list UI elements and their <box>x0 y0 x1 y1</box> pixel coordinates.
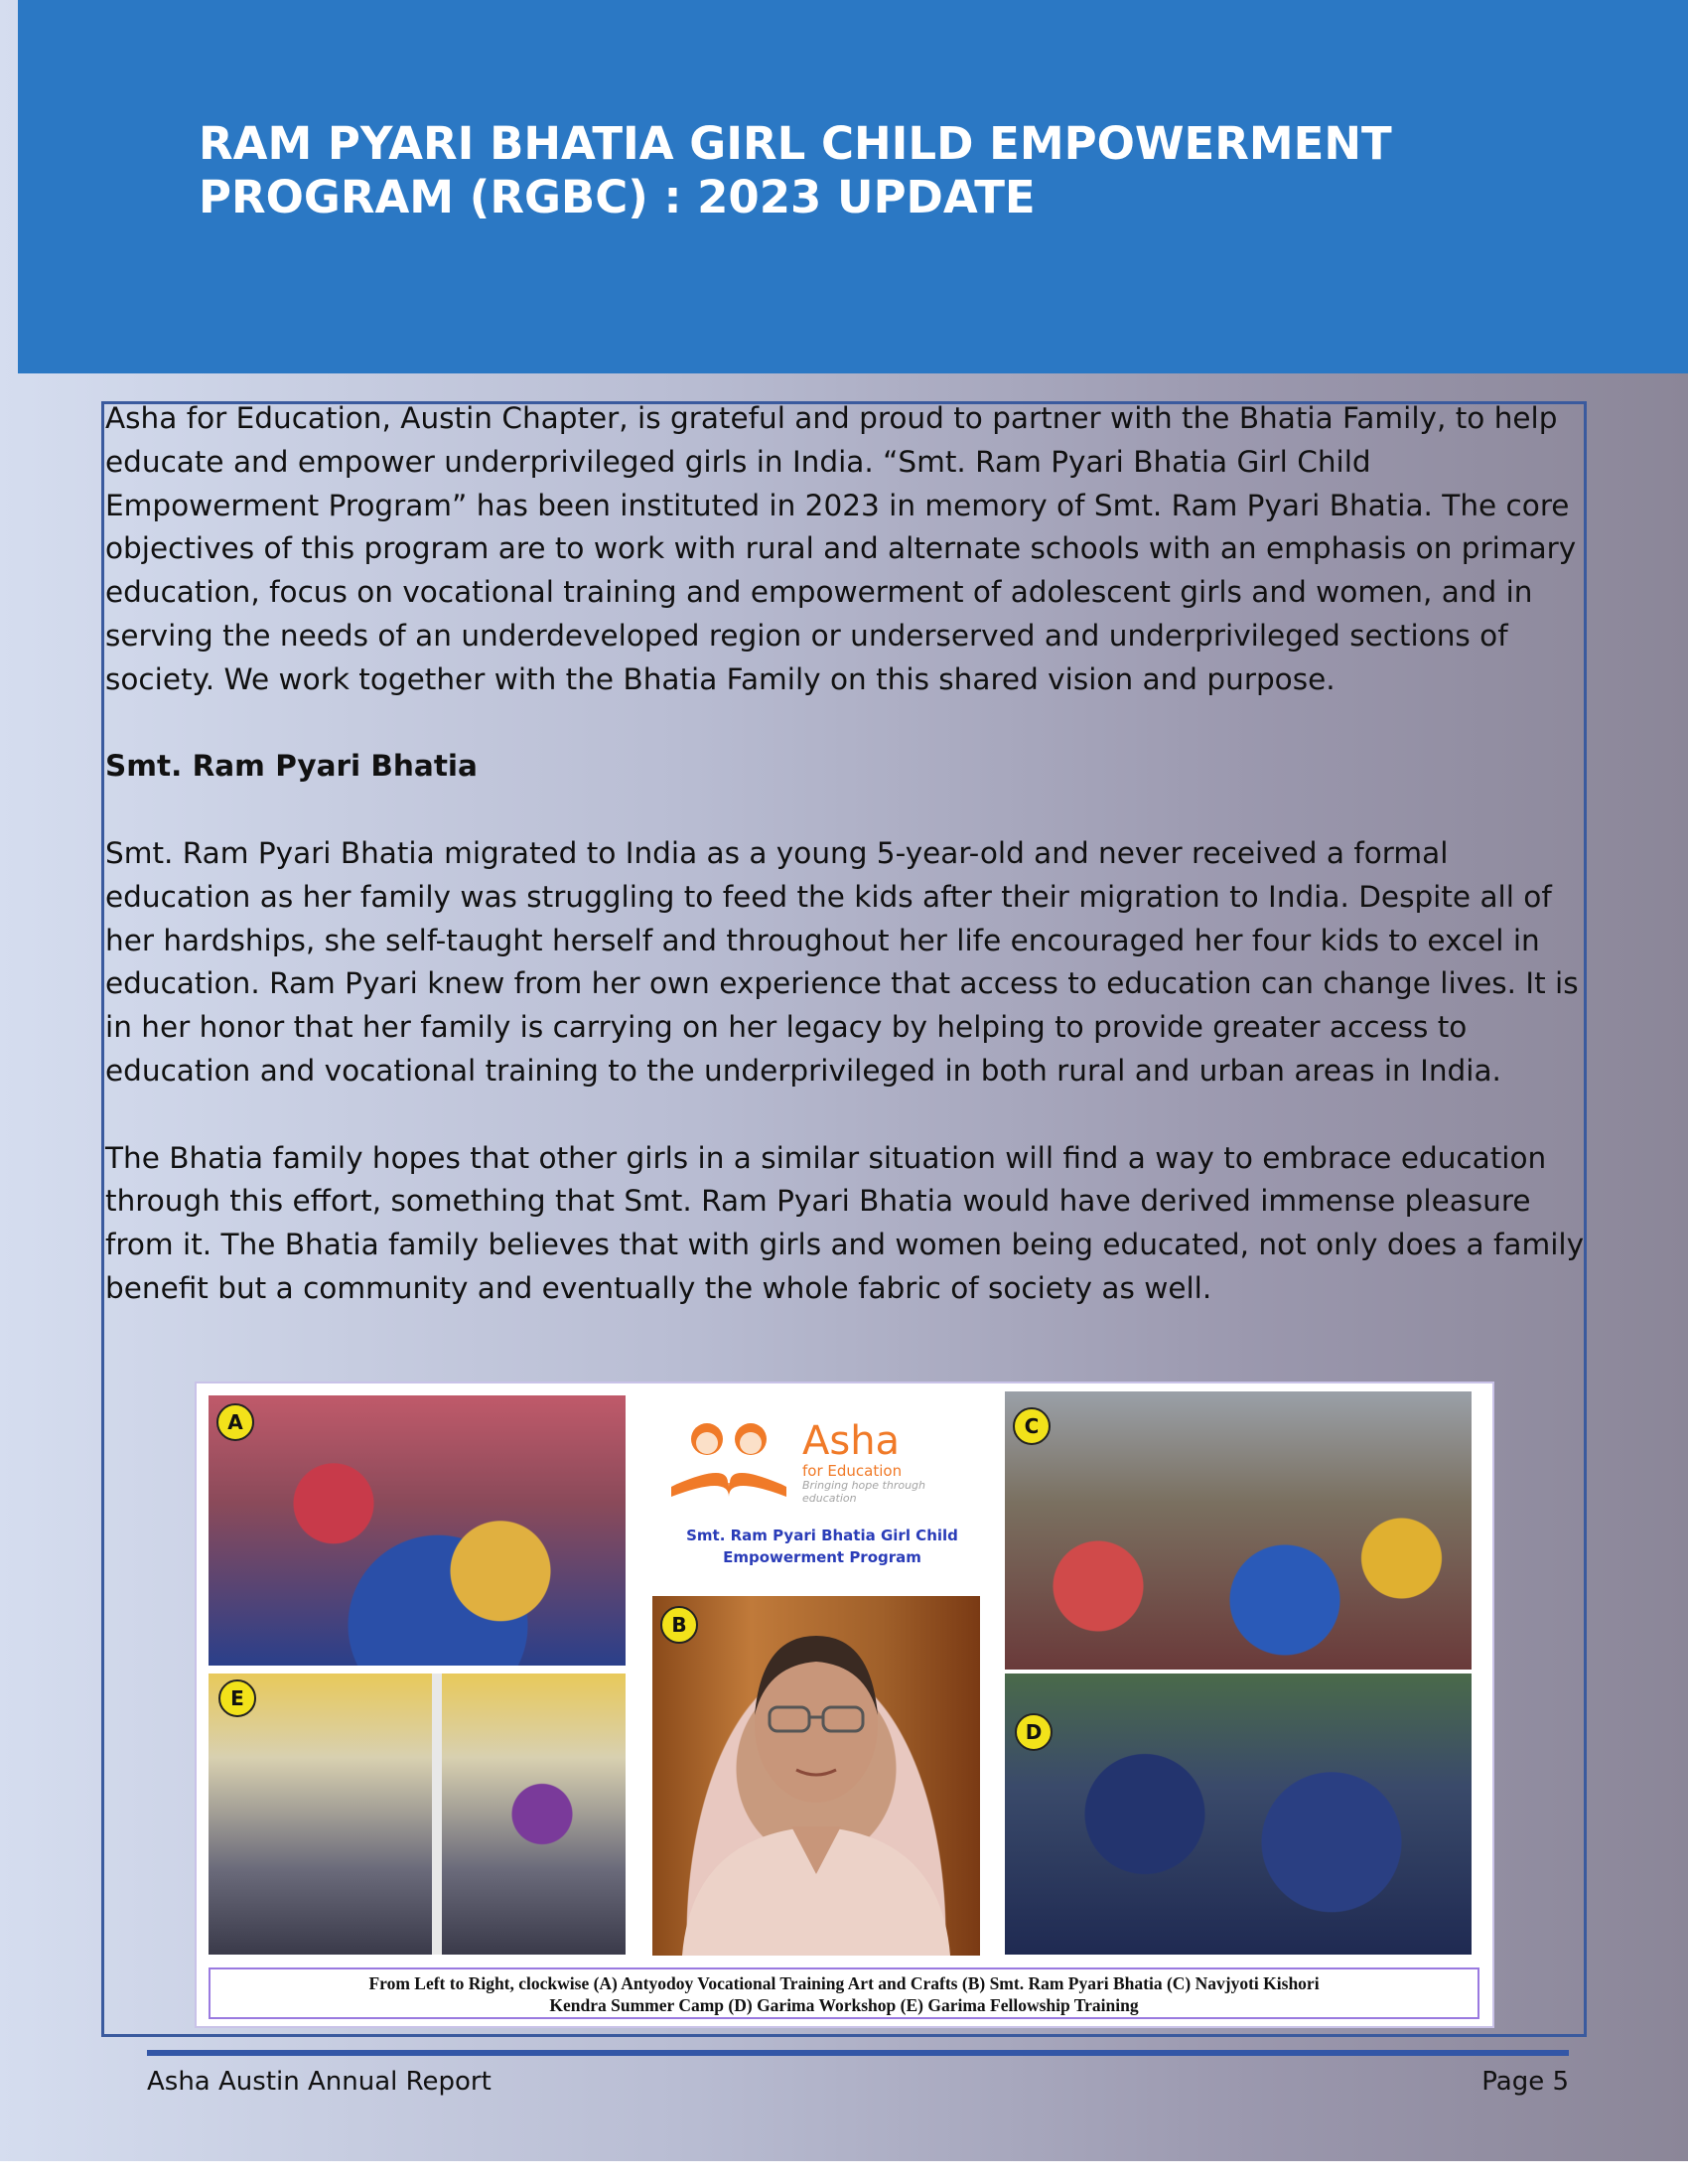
photo-ram-pyari-bhatia <box>652 1596 980 1956</box>
photo-tag-b: B <box>660 1606 698 1644</box>
photo-tag-d: D <box>1015 1713 1053 1751</box>
portrait-illustration <box>652 1596 980 1956</box>
footer-divider <box>147 2050 1569 2056</box>
page-bottom-margin <box>0 2161 1688 2184</box>
photo-summer-camp <box>1005 1391 1472 1670</box>
photo-vocational-training <box>209 1395 626 1666</box>
page-title <box>199 117 1569 224</box>
program-title-line-2: Empowerment Program <box>723 1548 921 1566</box>
collage-caption <box>209 1967 1479 2019</box>
asha-logo-icon <box>663 1417 798 1501</box>
section-heading: Smt. Ram Pyari Bhatia <box>105 749 478 784</box>
bio-paragraph: Smt. Ram Pyari Bhatia migrated to India as a young 5-year-old and never received a formal education as her family was struggling to feed the kids after their migration to India. Despite all of her hardships, she self-taught herself and throughout her life encouraged her four kids to excel in education. Ram Pyari knew from her own experience that access to education can change lives. It is in her honor that her family is carrying on her legacy by helping to provide greater access to education and vocational training to the underprivileged in both rural and urban areas in India. <box>105 835 1579 1088</box>
photo-tag-e: E <box>218 1679 256 1717</box>
asha-logo-block <box>663 1411 981 1580</box>
collage-caption-line-2: Kendra Summer Camp (D) Garima Workshop (E) Garima Fellowship Training <box>549 1995 1139 2015</box>
asha-logo-name: Asha <box>802 1418 901 1464</box>
header-band <box>18 0 1688 373</box>
footer-report-name: Asha Austin Annual Report <box>147 2067 492 2097</box>
asha-logo-tagline: Bringing hope through education <box>802 1479 925 1505</box>
page-title-line-2: PROGRAM (RGBC) : 2023 UPDATE <box>199 171 1036 223</box>
program-title <box>663 1525 981 1568</box>
photo-collage <box>195 1382 1494 2028</box>
asha-logo-subtitle: for Education <box>802 1462 903 1480</box>
footer-page-number: Page 5 <box>1481 2067 1569 2097</box>
photo-fellowship-training <box>209 1674 626 1955</box>
closing-paragraph: The Bhatia family hopes that other girls in a similar situation will find a way to embrace education through this effort, something that Smt. Ram Pyari Bhatia would have derived immense pleasure from it. The Bhatia family believes that with girls and women being educated, not only does a family benefit but a community and eventually the whole fabric of society as well. <box>105 1140 1585 1305</box>
intro-paragraph: Asha for Education, Austin Chapter, is grateful and proud to partner with the Bhatia Family, to help educate and empower underprivileged girls in India. “Smt. Ram Pyari Bhatia Girl Child Empowerment Program” has been instituted in 2023 in memory of Smt. Ram Pyari Bhatia. The core objectives of this program are to work with rural and alternate schools with an emphasis on primary education, focus on vocational training and empowerment of adolescent girls and women, and in serving the needs of an underdeveloped region or underserved and underprivileged sections of society. We work together with the Bhatia Family on this shared vision and purpose. <box>105 401 1577 696</box>
photo-garima-workshop <box>1005 1674 1472 1955</box>
collage-caption-line-1: From Left to Right, clockwise (A) Antyodoy Vocational Training Art and Crafts (B) Smt. Ram Pyari Bhatia (C) Navjyoti Kishori <box>368 1973 1320 1993</box>
article-body <box>105 397 1589 1355</box>
program-title-line-1: Smt. Ram Pyari Bhatia Girl Child <box>686 1527 958 1544</box>
page-title-line-1: RAM PYARI BHATIA GIRL CHILD EMPOWERMENT <box>199 117 1392 170</box>
photo-tag-a: A <box>216 1403 254 1441</box>
photo-tag-c: C <box>1013 1407 1051 1445</box>
